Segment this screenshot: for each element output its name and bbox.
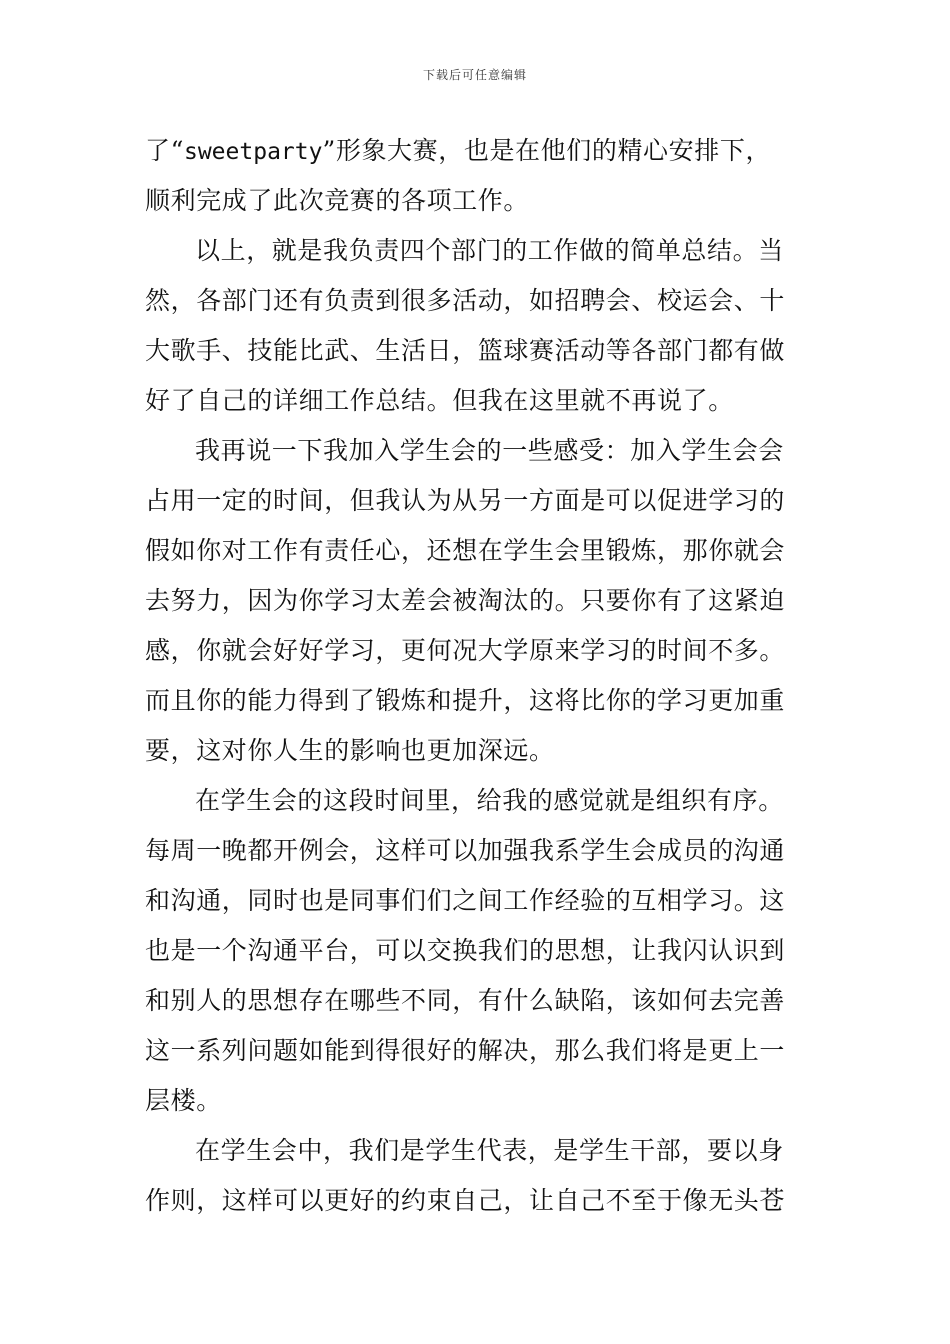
text-line: 层楼。 (145, 1086, 222, 1115)
paragraph-start-line: 在学生会中，我们是学生代表，是学生干部，要以身 (195, 1136, 784, 1165)
text-line: 感，你就会好好学习，更何况大学原来学习的时间不多。 (145, 636, 786, 665)
paragraph-start-line: 在学生会的这段时间里，给我的感觉就是组织有序。 (195, 786, 784, 815)
text-line: 这一系列问题如能到得很好的解决，那么我们将是更上一 (145, 1036, 786, 1065)
text-line: 和沟通，同时也是同事们们之间工作经验的互相学习。这 (145, 886, 786, 915)
text-line: 去努力，因为你学习太差会被淘汰的。只要你有了这紧迫 (145, 586, 786, 615)
text-line: 好了自己的详细工作总结。但我在这里就不再说了。 (145, 386, 734, 415)
text-line: 每周一晚都开例会，这样可以加强我系学生会成员的沟通 (145, 836, 786, 865)
paragraph-start-line: 我再说一下我加入学生会的一些感受：加入学生会会 (195, 436, 784, 465)
text-line: 和别人的思想存在哪些不同，有什么缺陷，该如何去完善 (145, 986, 786, 1015)
text-segment: ”形象大赛，也是在他们的精心安排下， (322, 136, 772, 165)
document-body (145, 126, 810, 1226)
text-line: 而且你的能力得到了锻炼和提升，这将比你的学习更加重 (145, 686, 786, 715)
text-line: 顺利完成了此次竞赛的各项工作。 (145, 186, 530, 215)
text-line: 然，各部门还有负责到很多活动，如招聘会、校运会、十 (145, 286, 786, 315)
text-line: 作则，这样可以更好的约束自己，让自己不至于像无头苍 (145, 1186, 786, 1215)
text-line (145, 126, 810, 176)
text-line: 要，这对你人生的影响也更加深远。 (145, 736, 555, 765)
header-note: 下载后可任意编辑 (422, 68, 527, 82)
text-segment: 了“ (145, 136, 184, 165)
paragraph-start-line: 以上，就是我负责四个部门的工作做的简单总结。当 (195, 236, 784, 265)
text-line: 占用一定的时间，但我认为从另一方面是可以促进学习的 (145, 486, 786, 515)
text-line: 大歌手、技能比武、生活日，篮球赛活动等各部门都有做 (145, 336, 786, 365)
text-line: 也是一个沟通平台，可以交换我们的思想，让我闪认识到 (145, 936, 786, 965)
text-segment-latin: sweetparty (183, 139, 323, 165)
text-line: 假如你对工作有责任心，还想在学生会里锻炼，那你就会 (145, 536, 786, 565)
